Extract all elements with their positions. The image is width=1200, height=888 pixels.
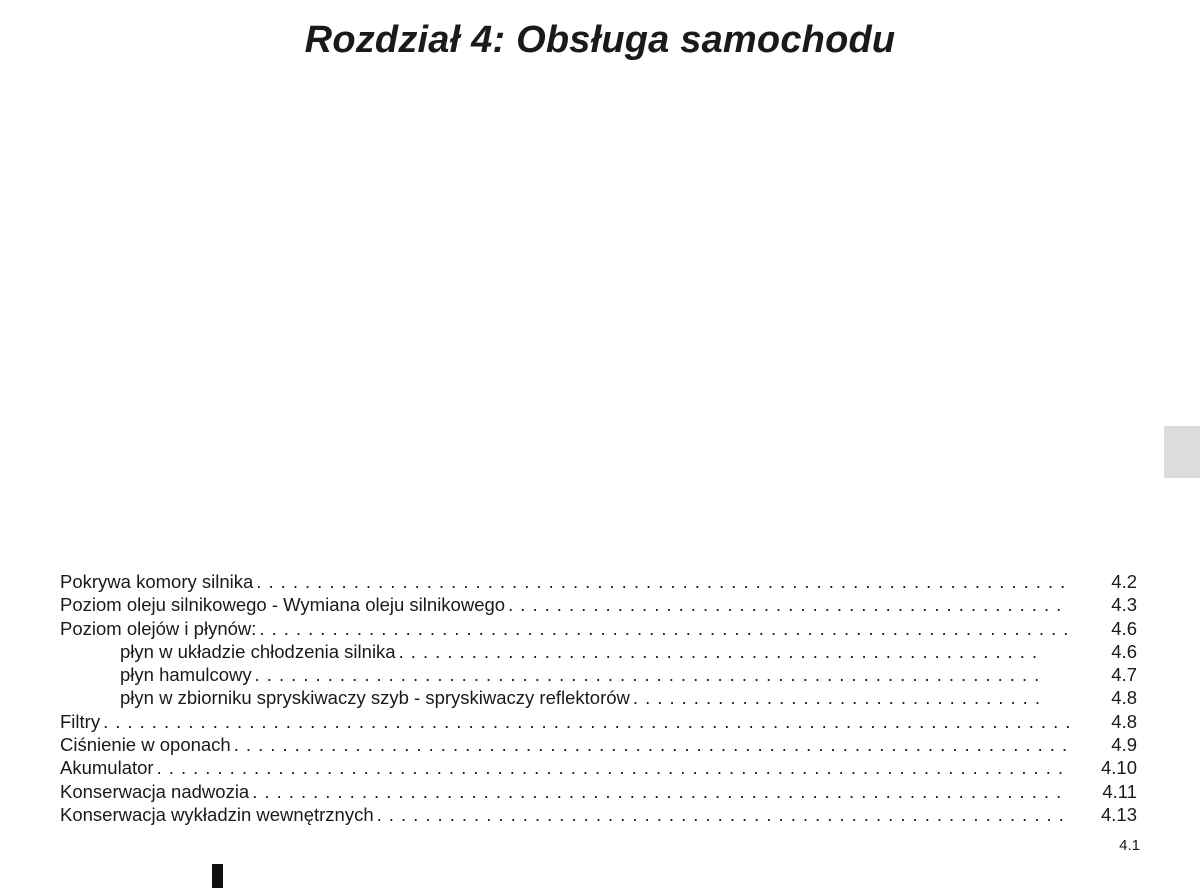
toc-entry-pokrywa-komory-silnika[interactable] bbox=[60, 570, 1138, 593]
toc-entry-label: Ciśnienie w oponach bbox=[60, 733, 234, 756]
dot-leader bbox=[157, 756, 1070, 779]
toc-entry-label: Pokrywa komory silnika bbox=[60, 570, 256, 593]
toc-entry-filtry[interactable] bbox=[60, 710, 1138, 733]
toc-entry-poziom-olejow-i-plynow[interactable] bbox=[60, 617, 1138, 640]
toc-entry-poziom-oleju[interactable] bbox=[60, 593, 1138, 616]
toc-entry-plyn-spryskiwaczy[interactable] bbox=[60, 686, 1138, 709]
toc-entry-page: 4.9 bbox=[1111, 734, 1137, 756]
table-of-contents bbox=[60, 570, 1138, 826]
toc-entry-cisnienie-w-oponach[interactable] bbox=[60, 733, 1138, 756]
toc-entry-page: 4.8 bbox=[1111, 687, 1137, 709]
chapter-title: Rozdział 4: Obsługa samochodu bbox=[304, 19, 896, 61]
toc-entry-plyn-hamulcowy[interactable] bbox=[60, 663, 1138, 686]
toc-entry-page: 4.6 bbox=[1111, 640, 1137, 662]
dot-leader bbox=[633, 686, 1045, 709]
toc-entry-page: 4.11 bbox=[1102, 780, 1137, 802]
toc-entry-label: płyn hamulcowy bbox=[120, 663, 255, 686]
toc-entry-label: płyn w zbiorniku spryskiwaczy szyb - spryskiwaczy reflektorów bbox=[120, 686, 633, 709]
dot-leader bbox=[399, 640, 1045, 663]
toc-entry-page: 4.8 bbox=[1111, 710, 1137, 732]
toc-entry-page: 4.2 bbox=[1111, 571, 1137, 592]
dot-leader bbox=[234, 733, 1070, 756]
toc-entry-label: płyn w układzie chłodzenia silnika bbox=[120, 640, 399, 663]
toc-entry-konserwacja-nadwozia[interactable] bbox=[60, 780, 1138, 803]
crop-mark bbox=[212, 864, 223, 888]
toc-entry-page: 4.6 bbox=[1111, 617, 1137, 639]
toc-entry-label: Konserwacja wykładzin wewnętrznych bbox=[60, 803, 377, 826]
dot-leader bbox=[377, 803, 1070, 826]
dot-leader bbox=[256, 570, 1070, 593]
dot-leader bbox=[103, 710, 1070, 733]
dot-leader bbox=[508, 593, 1070, 616]
toc-entry-label: Poziom olejów i płynów: bbox=[60, 617, 259, 640]
dot-leader bbox=[252, 780, 1070, 803]
dot-leader bbox=[255, 663, 1045, 686]
toc-entry-label: Filtry bbox=[60, 710, 103, 733]
toc-entry-akumulator[interactable] bbox=[60, 756, 1138, 779]
toc-entry-label: Poziom oleju silnikowego - Wymiana oleju silnikowego bbox=[60, 593, 508, 616]
page-number: 4.1 bbox=[1119, 837, 1140, 854]
toc-entry-page: 4.7 bbox=[1111, 664, 1137, 686]
toc-entry-page: 4.10 bbox=[1100, 757, 1137, 779]
toc-entry-page: 4.13 bbox=[1100, 803, 1137, 825]
toc-entry-label: Akumulator bbox=[60, 756, 157, 779]
dot-leader bbox=[259, 617, 1070, 640]
chapter-side-tab bbox=[1164, 426, 1200, 478]
toc-entry-konserwacja-wykladzin[interactable] bbox=[60, 803, 1138, 826]
toc-entry-page: 4.3 bbox=[1111, 594, 1137, 616]
toc-entry-plyn-chlodzenia[interactable] bbox=[60, 640, 1138, 663]
toc-entry-label: Konserwacja nadwozia bbox=[60, 780, 252, 803]
